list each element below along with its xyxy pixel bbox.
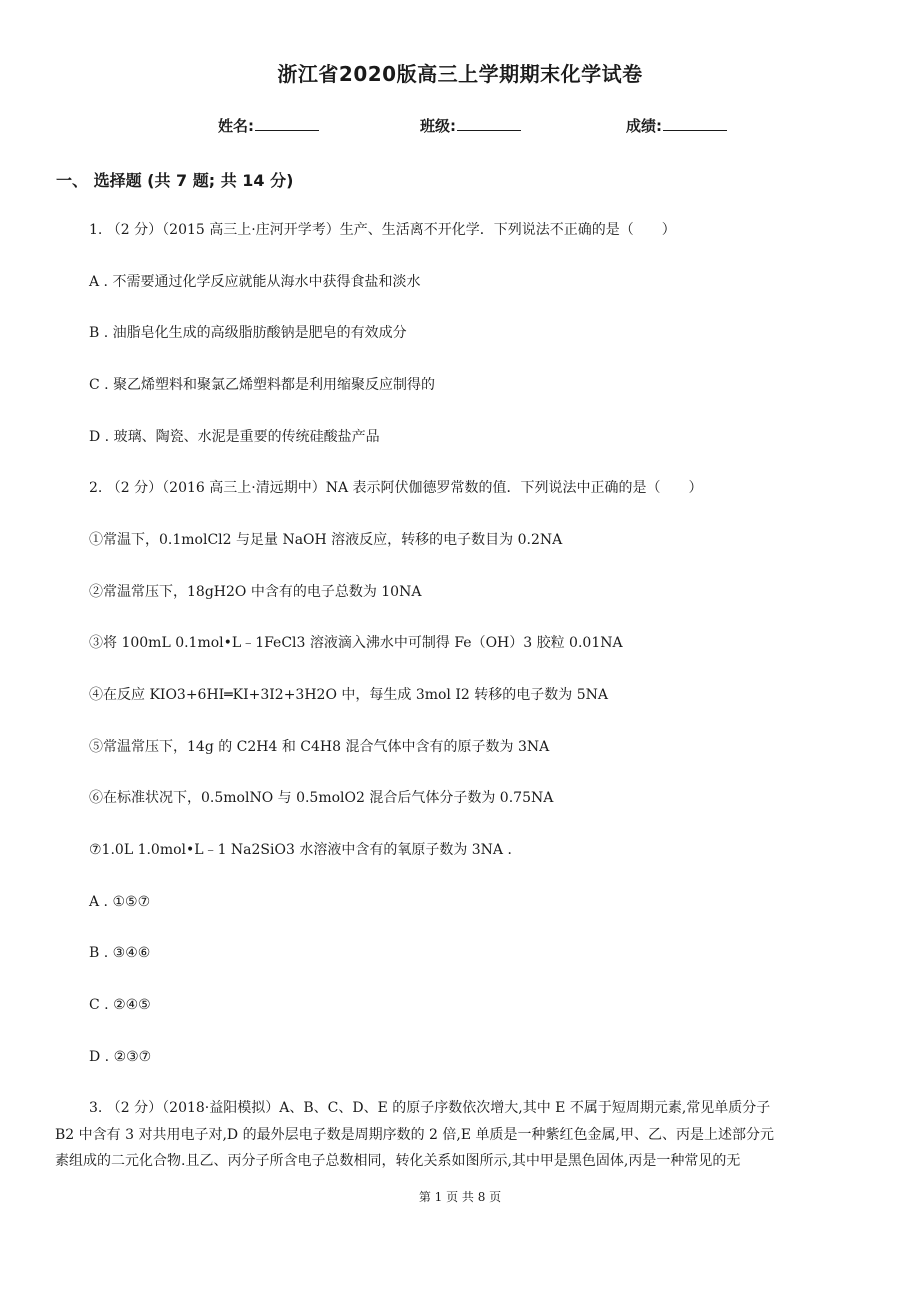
- name-label: 姓名:: [218, 117, 254, 135]
- page-title: 浙江省2020版高三上学期期末化学试卷: [277, 62, 643, 86]
- score-label: 成绩:: [626, 117, 662, 135]
- page-footer: 第 1 页 共 8 页: [418, 1190, 502, 1204]
- question-2-statement-2: ②常温常压下，18gH2O 中含有的电子总数为 10NA: [89, 584, 422, 600]
- class-blank: [457, 115, 521, 131]
- score-field: [626, 115, 727, 136]
- question-1-option-d: D . 玻璃、陶瓷、水泥是重要的传统硅酸盐产品: [89, 429, 380, 445]
- question-2-statement-7: ⑦1.0L 1.0mol•L﹣1 Na2SiO3 水溶液中含有的氧原子数为 3NA ．: [89, 842, 522, 858]
- section-heading: 一、 选择题 (共 7 题; 共 14 分): [56, 171, 294, 190]
- question-2-option-d: D . ②③⑦: [89, 1049, 152, 1065]
- question-1-stem: 1. （2 分）（2015 高三上·庄河开学考）生产、生活离不开化学．下列说法不正确的是（ ）: [89, 222, 676, 238]
- question-2-statement-6: ⑥在标准状况下，0.5molNO 与 0.5molO2 混合后气体分子数为 0.75NA: [89, 790, 554, 806]
- question-2-statement-5: ⑤常温常压下，14g 的 C2H4 和 C4H8 混合气体中含有的原子数为 3NA: [89, 739, 550, 755]
- score-blank: [663, 115, 727, 131]
- question-2-option-b: B . ③④⑥: [89, 945, 151, 961]
- class-field: [420, 115, 521, 136]
- question-2-option-c: C . ②④⑤: [89, 997, 151, 1013]
- question-1-option-c: C . 聚乙烯塑料和聚氯乙烯塑料都是利用缩聚反应制得的: [89, 377, 436, 393]
- question-3-line-1: 3. （2 分）（2018·益阳模拟）A、B、C、D、E 的原子序数依次增大,其中 E 不属于短周期元素,常见单质分子: [89, 1100, 771, 1116]
- name-field: [218, 115, 319, 136]
- question-2-statement-3: ③将 100mL 0.1mol•L﹣1FeCl3 溶液滴入沸水中可制得 Fe（OH）3 胶粒 0.01NA: [89, 635, 623, 651]
- question-1-option-b: B . 油脂皂化生成的高级脂肪酸钠是肥皂的有效成分: [89, 325, 407, 341]
- question-3-line-3: 素组成的二元化合物.且乙、丙分子所含电子总数相同，转化关系如图所示,其中甲是黑色固体,丙是一种常见的无: [55, 1153, 741, 1169]
- question-1-option-a: A . 不需要通过化学反应就能从海水中获得食盐和淡水: [89, 274, 421, 290]
- question-3-line-2: B2 中含有 3 对共用电子对,D 的最外层电子数是周期序数的 2 倍,E 单质是一种紫红色金属,甲、乙、丙是上述部分元: [55, 1127, 774, 1143]
- question-2-statement-4: ④在反应 KIO3+6HI═KI+3I2+3H2O 中，每生成 3mol I2 转移的电子数为 5NA: [89, 687, 608, 703]
- class-label: 班级:: [420, 117, 456, 135]
- question-2-stem: 2. （2 分）（2016 高三上·清远期中）NA 表示阿伏伽德罗常数的值．下列说法中正确的是（ ）: [89, 480, 703, 496]
- question-2-option-a: A . ①⑤⑦: [89, 894, 151, 910]
- question-2-statement-1: ①常温下，0.1molCl2 与足量 NaOH 溶液反应，转移的电子数目为 0.2NA: [89, 532, 563, 548]
- name-blank: [255, 115, 319, 131]
